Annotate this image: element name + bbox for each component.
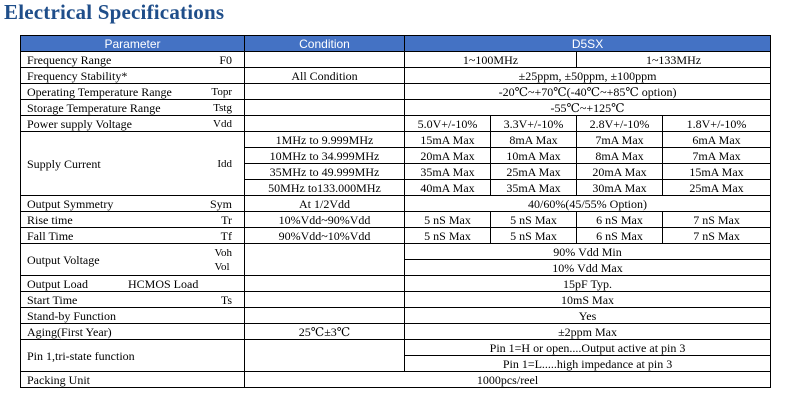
param-name: Pin 1,tri-state function (21, 340, 245, 372)
value-cell: 1.8V+/-10% (663, 116, 771, 132)
value-cell: 20mA Max (577, 164, 663, 180)
table-row (21, 100, 771, 116)
table-header-row (21, 36, 771, 52)
param-name: Operating Temperature Range (27, 84, 172, 99)
value-cell: 5 nS Max (491, 228, 577, 244)
value-cell: ±2ppm Max (405, 324, 771, 340)
value-cell: 10% Vdd Max (405, 260, 771, 276)
value-cell: 1~133MHz (577, 52, 771, 68)
value-cell: 25mA Max (663, 180, 771, 196)
param-name: Stand-by Function (21, 308, 245, 324)
value-cell: 5 nS Max (405, 212, 491, 228)
param-name: Start Time (27, 292, 78, 307)
value-cell: 25mA Max (491, 164, 577, 180)
table-row (21, 68, 771, 84)
value-cell: 7mA Max (577, 132, 663, 148)
table-row (21, 84, 771, 100)
value-cell: 15mA Max (405, 132, 491, 148)
condition-cell: 50MHz to133.000MHz (245, 180, 405, 196)
value-cell: Pin 1=L.....high impedance at pin 3 (405, 356, 771, 372)
param-symbol: Tf (220, 228, 232, 243)
param-name: Frequency Range (27, 52, 112, 67)
param-name: Fall Time (27, 228, 74, 243)
param-symbol: Topr (211, 85, 232, 98)
value-cell: 2.8V+/-10% (577, 116, 663, 132)
param-symbol: Voh (214, 246, 232, 259)
value-cell: 6mA Max (663, 132, 771, 148)
value-cell: 3.3V+/-10% (491, 116, 577, 132)
header-condition: Condition (245, 36, 405, 52)
value-cell: 6 nS Max (577, 228, 663, 244)
param-symbol: Idd (217, 157, 232, 170)
param-name: Output Load (27, 276, 88, 291)
value-cell: 5 nS Max (405, 228, 491, 244)
spec-table (20, 35, 771, 388)
param-name: Power supply Voltage (27, 116, 132, 131)
table-row (21, 372, 771, 388)
table-row (21, 212, 771, 228)
value-cell: 90% Vdd Min (405, 244, 771, 260)
value-cell: 5.0V+/-10% (405, 116, 491, 132)
table-row (21, 276, 771, 292)
value-cell: 7 nS Max (663, 212, 771, 228)
value-cell: 8mA Max (577, 148, 663, 164)
value-cell: 35mA Max (405, 164, 491, 180)
value-cell: 7 nS Max (663, 228, 771, 244)
value-cell: 35mA Max (491, 180, 577, 196)
value-cell: 10mA Max (491, 148, 577, 164)
table-row (21, 244, 771, 260)
param-type: HCMOS Load (128, 276, 199, 291)
param-symbol: Tr (221, 212, 232, 227)
value-cell: 15mA Max (663, 164, 771, 180)
param-name: Supply Current (27, 156, 101, 171)
value-cell: 40mA Max (405, 180, 491, 196)
table-row (21, 52, 771, 68)
value-cell: -20℃~+70℃(-40℃~+85℃ option) (405, 84, 771, 100)
param-name: Output Voltage (27, 252, 100, 267)
value-cell: ±25ppm, ±50ppm, ±100ppm (405, 68, 771, 84)
value-cell: 6 nS Max (577, 212, 663, 228)
value-cell: 40/60%(45/55% Option) (405, 196, 771, 212)
condition-cell: At 1/2Vdd (245, 196, 405, 212)
param-symbol: Vdd (213, 117, 232, 130)
param-name: Storage Temperature Range (27, 100, 161, 115)
table-row (21, 292, 771, 308)
param-symbol: Tstg (213, 101, 232, 114)
table-row (21, 116, 771, 132)
header-parameter: Parameter (21, 36, 245, 52)
condition-cell: 10%Vdd~90%Vdd (245, 212, 405, 228)
param-symbol: Ts (220, 292, 232, 307)
condition-cell: 1MHz to 9.999MHz (245, 132, 405, 148)
value-cell: 20mA Max (405, 148, 491, 164)
value-cell: 5 nS Max (491, 212, 577, 228)
param-symbol: Sym (209, 196, 232, 211)
value-cell: 1000pcs/reel (245, 372, 771, 388)
value-cell: 15pF Typ. (405, 276, 771, 292)
value-cell: 7mA Max (663, 148, 771, 164)
value-cell: 30mA Max (577, 180, 663, 196)
param-name: Packing Unit (21, 372, 245, 388)
param-symbol: F0 (219, 52, 232, 67)
condition-cell: All Condition (245, 68, 405, 84)
value-cell: 1~100MHz (405, 52, 577, 68)
param-name: Aging(First Year) (21, 324, 245, 340)
value-cell: 10mS Max (405, 292, 771, 308)
table-row (21, 196, 771, 212)
value-cell: 8mA Max (491, 132, 577, 148)
value-cell: Yes (405, 308, 771, 324)
condition-cell: 90%Vdd~10%Vdd (245, 228, 405, 244)
table-row (21, 308, 771, 324)
condition-cell: 25℃±3℃ (245, 324, 405, 340)
table-row (21, 132, 771, 148)
table-row (21, 324, 771, 340)
param-name: Output Symmetry (27, 196, 114, 211)
header-model: D5SX (405, 36, 771, 52)
param-name: Rise time (27, 212, 73, 227)
page-title: Electrical Specifications (4, 0, 225, 24)
param-name: Frequency Stability* (21, 68, 245, 84)
table-row (21, 340, 771, 356)
value-cell: Pin 1=H or open....Output active at pin 3 (405, 340, 771, 356)
condition-cell: 10MHz to 34.999MHz (245, 148, 405, 164)
param-symbol: Vol (214, 260, 230, 273)
table-row (21, 228, 771, 244)
condition-cell: 35MHz to 49.999MHz (245, 164, 405, 180)
value-cell: -55℃~+125℃ (405, 100, 771, 116)
